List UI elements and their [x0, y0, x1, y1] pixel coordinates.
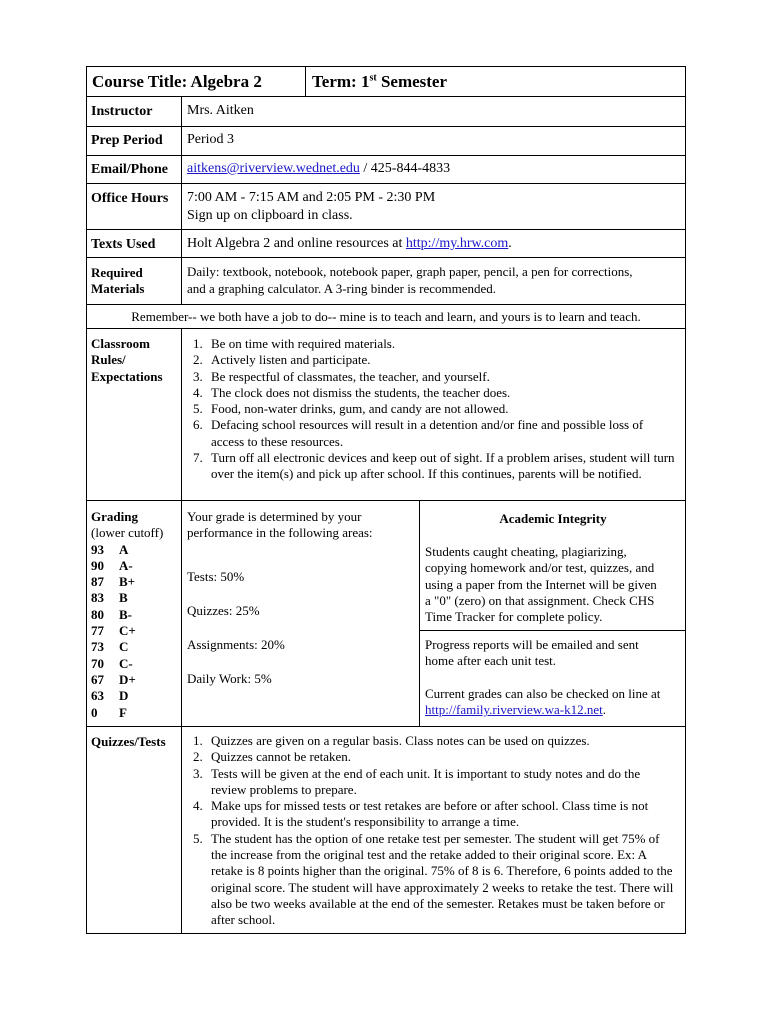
prep-period-value: Period 3 [187, 132, 235, 147]
instructor-value: Mrs. Aitken [187, 103, 254, 118]
required-materials-line1: Daily: textbook, notebook, notebook paper, graph paper, pencil, a pen for corrections, [187, 264, 633, 279]
quiz-test-item: 5. The student has the option of one retake test per semester. The student will get 75% of the increase from the original test and the retake added to their original score. Ex: A retake is 8 points higher than the original. 75% of 8 is 6. Therefore, 6 points added to the original score. The student will have approximately 2 weeks to retake the test. There will also be two weeks available at the end of the semester. Retakes must be taken before or after school. [193, 830, 674, 928]
classroom-rule-item: 5. Food, non-water drinks, gum, and candy are not allowed. [193, 401, 509, 417]
academic-integrity-line: Students caught cheating, plagiarizing, [425, 544, 627, 559]
quizzes-tests-list [182, 733, 678, 929]
required-materials-line2: and a graphing calculator. A 3-ring binder is recommended. [187, 281, 497, 296]
classroom-rule-item: 7. Turn off all electronic devices and keep out of sight. If a problem arises, student will turn over the item(s) and pick up after school. If this continues, parents will be notified. [193, 450, 675, 482]
texts-used-label: Texts Used [91, 237, 156, 252]
remember-text: Remember-- we both have a job to do-- mine is to teach and learn, and yours is to learn and teach. [131, 309, 641, 324]
email-phone-value [187, 161, 450, 177]
quiz-test-item: 3. Tests will be given at the end of each unit. It is important to study notes and do the review problems to prepare. [193, 765, 641, 797]
classroom-rules-label: Classroom Rules/ Expectations [91, 336, 163, 384]
remember-row [86, 305, 686, 329]
prep-period-label: Prep Period [91, 133, 163, 148]
grade-assignments: Assignments: 20% [187, 637, 285, 653]
email-phone-row [86, 156, 686, 184]
grading-sublabel: (lower cutoff) [91, 525, 164, 541]
prep-period-row [86, 127, 686, 156]
grade-breakdown [187, 509, 373, 688]
term-label: Term: 1st Semester [312, 72, 448, 91]
grade-scale-row: 77 C+ [91, 623, 136, 639]
classroom-rules-list [182, 336, 678, 483]
classroom-rule-item: 3. Be respectful of classmates, the teacher, and yourself. [193, 368, 490, 384]
academic-integrity-cell [419, 501, 686, 631]
grade-tests: Tests: 50% [187, 568, 245, 584]
grade-scale-row: 73 C [91, 639, 129, 655]
grade-scale-row: 90 A- [91, 557, 133, 573]
instructor-row [86, 97, 686, 127]
classroom-rules-row [86, 329, 686, 501]
grade-intro-line1: Your grade is determined by your [187, 509, 362, 524]
current-grades-text: Current grades can also be checked on line at http://family.riverview.wa-k12.net. [425, 686, 661, 718]
quizzes-tests-label: Quizzes/Tests [91, 734, 166, 749]
classroom-rule-item: 1. Be on time with required materials. [193, 336, 396, 351]
texts-used-row [86, 230, 686, 258]
grade-scale-list [91, 542, 163, 721]
academic-integrity-line: a "0" (zero) on that assignment. Check CHS [425, 592, 655, 608]
grade-scale-row: 63 D [91, 688, 129, 704]
quiz-test-item: 1. Quizzes are given on a regular basis. Class notes can be used on quizzes. [193, 733, 590, 748]
grade-scale-row: 80 B- [91, 606, 132, 622]
office-hours-label: Office Hours [91, 191, 169, 206]
classroom-rule-item: 4. The clock does not dismiss the students, the teacher does. [193, 384, 511, 400]
grade-quizzes: Quizzes: 25% [187, 602, 260, 618]
course-title-cell [86, 66, 306, 97]
academic-integrity-line: copying homework and/or test, quizzes, and [425, 560, 655, 576]
grade-scale-row: 0 F [91, 704, 127, 720]
texts-used-value: Holt Algebra 2 and online resources at http://my.hrw.com. [187, 236, 512, 251]
office-hours-line1: 7:00 AM - 7:15 AM and 2:05 PM - 2:30 PM [187, 190, 436, 205]
course-title: Course Title: Algebra 2 [92, 72, 262, 91]
classroom-rule-item: 6. Defacing school resources will result in a detention and/or fine and possible loss of access to these resources. [193, 417, 644, 449]
classroom-rule-item: 2. Actively listen and participate. [193, 352, 371, 368]
academic-integrity-line: Time Tracker for complete policy. [425, 609, 603, 625]
academic-integrity-line: using a paper from the Internet will be given [425, 576, 657, 592]
progress-reports-text: Progress reports will be emailed and sent home after each unit test. [425, 637, 639, 669]
grade-scale-row: 83 B [91, 590, 128, 606]
required-materials-label: Required Materials [91, 265, 145, 297]
grading-scale [91, 509, 163, 721]
required-materials-row [86, 258, 686, 305]
office-hours-row [86, 184, 686, 230]
grade-intro-line2: performance in the following areas: [187, 525, 373, 541]
quiz-test-item: 4. Make ups for missed tests or test retakes are before or after school. Class time is not provided. It is the student's responsibility to arrange a time. [193, 798, 649, 830]
grading-label: Grading [91, 509, 138, 524]
grade-scale-row: 70 C- [91, 655, 133, 671]
email-phone-label: Email/Phone [91, 162, 169, 177]
office-hours-line2: Sign up on clipboard in class. [187, 208, 353, 223]
grade-daily-work: Daily Work: 5% [187, 671, 272, 687]
quizzes-tests-row [86, 727, 686, 934]
grade-scale-row: 67 D+ [91, 671, 136, 687]
grade-scale-row: 87 B+ [91, 574, 136, 590]
phone-number: / 425-844-4833 [359, 161, 451, 176]
email-link[interactable]: aitkens@riverview.wednet.edu [187, 161, 360, 176]
instructor-label: Instructor [91, 104, 153, 119]
hrw-link[interactable]: http://my.hrw.com [405, 236, 509, 251]
progress-reports-cell [419, 631, 686, 727]
family-access-link[interactable]: http://family.riverview.wa-k12.net [425, 702, 603, 718]
academic-integrity-text [425, 544, 657, 625]
grade-scale-row: 93 A [91, 541, 129, 557]
quiz-test-item: 2. Quizzes cannot be retaken. [193, 749, 352, 765]
term-cell [306, 66, 686, 97]
academic-integrity-title: Academic Integrity [499, 511, 607, 526]
